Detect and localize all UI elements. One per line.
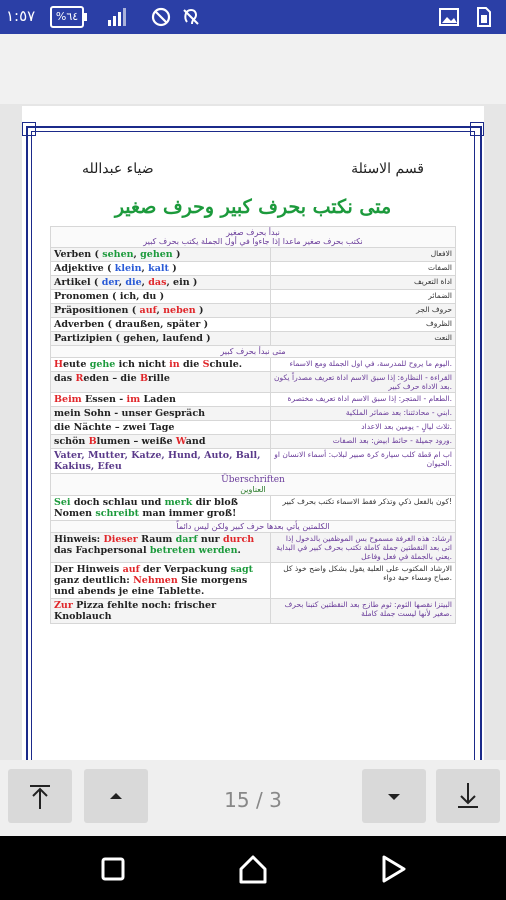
arabic-cell: الضمائر (271, 290, 456, 304)
arabic-cell: النعت (271, 332, 456, 346)
arabic-cell: الارشاد المكتوب على العلبة يقول بشكل واضح خوذ كل صباح ومساء حبة دواء. (271, 563, 456, 599)
arabic-cell: القراءة - النظارة: إذا سبق الاسم اداة تعريف مصدراً يكون بعد الاداة حرف كبير. (271, 372, 456, 393)
arabic-cell: الصفات (271, 262, 456, 276)
german-cell: Verben ( sehen, gehen ) (51, 248, 271, 262)
do-not-disturb-icon (150, 6, 172, 28)
arabic-cell: ثلاث ليالٍ - يومين بعد الاعداد. (271, 421, 456, 435)
german-cell: Beim Essen - im Laden (51, 393, 271, 407)
arabic-cell: الظروف (271, 318, 456, 332)
table-row (51, 276, 456, 290)
pdf-page (22, 106, 484, 760)
doc-title: متى نكتب بحرف كبير وحرف صغير (114, 196, 392, 218)
home-icon[interactable] (236, 852, 270, 886)
section-subtitle: العناوين (240, 485, 266, 494)
sim-card-icon (472, 6, 494, 28)
section-title: Überschriften (221, 475, 285, 485)
table-row (51, 332, 456, 346)
last-page-button[interactable] (436, 769, 500, 823)
german-cell: schön Blumen – weiße Wand (51, 435, 271, 449)
section-name: قسم الاسئلة (351, 161, 424, 177)
german-cell: Heute gehe ich nicht in die Schule. (51, 358, 271, 372)
arabic-cell: الطعام - المتجر: إذا سبق الاسم اداة تعريف مختصرة. (271, 393, 456, 407)
battery-icon: %٦٤ (50, 6, 84, 28)
german-cell: Sei doch schlau und merk dir bloß Nomen schreibt man immer groß! (51, 496, 271, 521)
section-heading: الكلمتين يأتي بعدها حرف كبير ولكن ليس دائماً (51, 521, 456, 533)
last-page-icon (436, 769, 500, 823)
german-cell: Partizipien ( gehen, laufend ) (51, 332, 271, 346)
pager-bar (0, 760, 506, 836)
author-name: ضياء عبدالله (82, 161, 154, 177)
section-title: نبدأ بحرف صغير (226, 228, 280, 237)
section-heading (51, 227, 456, 248)
arabic-cell: كون بالفعل ذكي وتذكر فقط الاسماء تكتب بحرف كبير! (271, 496, 456, 521)
table-row (51, 358, 456, 372)
german-cell: Pronomen ( ich, du ) (51, 290, 271, 304)
german-cell: das Reden – die Brille (51, 372, 271, 393)
border-corner (22, 122, 36, 136)
german-cell: die Nächte – zwei Tage (51, 421, 271, 435)
table-row (51, 304, 456, 318)
arabic-cell: اداة التعريف (271, 276, 456, 290)
table-row (51, 290, 456, 304)
back-icon[interactable] (376, 852, 410, 886)
table-row (51, 599, 456, 624)
next-page-button[interactable] (362, 769, 426, 823)
document-viewer[interactable] (0, 104, 506, 760)
hearing-aid-off-icon (180, 6, 202, 28)
german-cell: Adverben ( draußen, später ) (51, 318, 271, 332)
arabic-cell: اليوم ما يروح للمدرسة، في اول الجملة ومع الاسماء. (271, 358, 456, 372)
table-row (51, 318, 456, 332)
arabic-cell: البيتزا نقصها الثوم: ثوم طازج بعد النقطتين كتبنا بحرف صغير لأنها ليست جملة كاملة. (271, 599, 456, 624)
page-indicator: 15 / 3 (224, 788, 282, 812)
arabic-cell: ارشاد: هذه الغرفة مسموح بس الموظفين بالدخول إذا اتى بعد النقطتين جملة كاملة تكتب بحرف كبير في البداية يعني بالجملة في فعل وفاعل. (271, 533, 456, 563)
system-nav-bar (0, 836, 506, 900)
german-cell: Adjektive ( klein, kalt ) (51, 262, 271, 276)
arabic-cell: الافعال (271, 248, 456, 262)
table-row (51, 449, 456, 474)
table-row (51, 563, 456, 599)
signal-icon (106, 6, 128, 28)
table-row (51, 496, 456, 521)
table-row (51, 248, 456, 262)
german-cell: Hinweis: Dieser Raum darf nur durch das Fachpersonal betreten werden. (51, 533, 271, 563)
status-bar (0, 0, 506, 34)
recents-icon[interactable] (96, 852, 130, 886)
table-row (51, 421, 456, 435)
table-row (51, 393, 456, 407)
table-row (51, 372, 456, 393)
border-corner (470, 122, 484, 136)
german-cell: mein Sohn - unser Gespräch (51, 407, 271, 421)
german-cell: Vater, Mutter, Katze, Hund, Auto, Ball, Kakius, Efeu (51, 449, 271, 474)
section-subtitle: نكتب بحرف صغير ماعدا إذا جاءوا في أول الجملة يكتب بحرف كبير (143, 237, 363, 246)
table-row (51, 262, 456, 276)
arabic-cell: ورود جميلة - حائط ابيض: بعد الصفات. (271, 435, 456, 449)
german-cell: Zur Pizza fehlte noch: frischer Knoblauch (51, 599, 271, 624)
arrow-down-icon (362, 769, 426, 823)
german-cell: Artikel ( der, die, das, ein ) (51, 276, 271, 290)
arabic-cell: حروف الجر (271, 304, 456, 318)
status-time: ١:٥٧ (6, 7, 36, 25)
grammar-table (50, 226, 456, 624)
german-cell: Präpositionen ( auf, neben ) (51, 304, 271, 318)
table-row (51, 407, 456, 421)
german-cell: Der Hinweis auf der Verpackung sagt ganz deutlich: Nehmen Sie morgens und abends je eine Tablette. (51, 563, 271, 599)
app-toolbar (0, 34, 506, 104)
arabic-cell: اب ام قطة كلب سيارة كرة صبير لبلاب: أسماء الانسان او الحيوان. (271, 449, 456, 474)
table-row (51, 435, 456, 449)
section-heading: متى نبدأ بحرف كبير (51, 346, 456, 358)
table-row (51, 533, 456, 563)
section-heading (51, 474, 456, 496)
image-icon (438, 6, 460, 28)
arabic-cell: ابني - محادثتنا: بعد ضمائر الملكية. (271, 407, 456, 421)
